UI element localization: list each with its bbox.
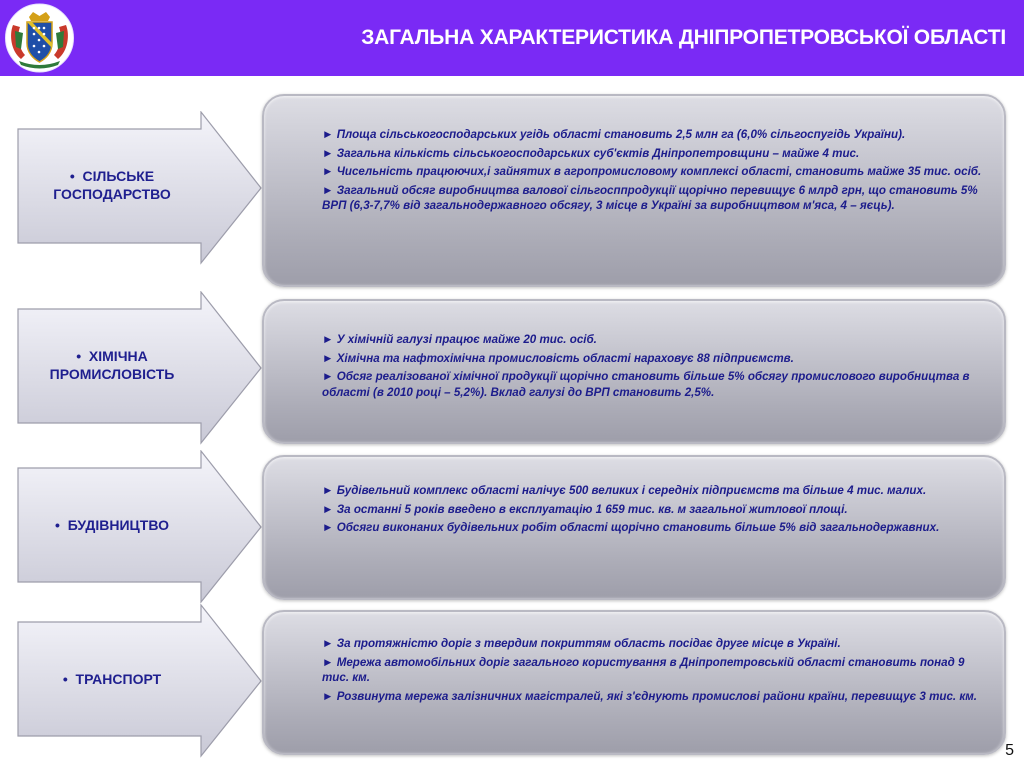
bullet-item: ► Розвинута мережа залізничних магістралей, які з'єднують промислові райони країни, перевищує 3 тис. км. bbox=[322, 689, 978, 703]
bullet-item: ► Будівельний комплекс області налічує 500 великих і середніх підприємств та більше 4 тис. малих. bbox=[322, 484, 927, 497]
section-label: • БУДІВНИЦТВО bbox=[55, 517, 169, 533]
bullet-item: ► Чисельність працюючих,і зайнятих в агропромисловому комплексі області, становить майже 35 тис. осіб. bbox=[322, 165, 982, 178]
section-arrow-transport bbox=[16, 604, 264, 759]
bullet-item: ► Хімічна та нафтохімічна промисловість області нараховує 88 підприємств. bbox=[322, 351, 794, 365]
section-label: • СІЛЬСЬКЕ ГОСПОДАРСТВО bbox=[53, 168, 171, 202]
section-panel-transport bbox=[262, 610, 1006, 755]
section-label: • ХІМІЧНА ПРОМИСЛОВІСТЬ bbox=[49, 348, 175, 382]
bullet-item: ► Обсяг реалізованої хімічної продукції щорічно становить більше 5% обсягу промислового виробництва в області (в 2010 році – 5,2%). Вклад галузі до ВРП становить 2,5%. bbox=[322, 370, 970, 399]
section-arrow-construction bbox=[16, 450, 264, 605]
section-label: • ТРАНСПОРТ bbox=[62, 671, 162, 687]
bullet-item: ► Мережа автомобільних доріг загального користування в Дніпропетровській області становить понад 9 тис. км. bbox=[322, 655, 965, 684]
bullet-item: ► Загальний обсяг виробництва валової сільгосппродукції щорічно перевищує 6 млрд грн, що становить 5% ВРП (6,3-7,7% від загальнодержавного обсягу, 3 місце в Україні за виробництвом м'яса, 4 – яєць). bbox=[322, 183, 978, 212]
bullet-item: ► За протяжністю доріг з твердим покриттям область посідає друге місце в Україні. bbox=[322, 637, 841, 650]
bullet-item: ► У хімічній галузі працює майже 20 тис. осіб. bbox=[322, 333, 597, 346]
section-panel-chemical bbox=[262, 299, 1006, 444]
bullet-item: ► Загальна кількість сільськогосподарських суб'єктів Дніпропетровщини – майже 4 тис. bbox=[322, 146, 860, 160]
header-bar bbox=[0, 0, 1024, 76]
section-arrow-agriculture bbox=[16, 111, 264, 266]
section-panel-construction bbox=[262, 455, 1006, 600]
bullet-item: ► Обсяги виконаних будівельних робіт області щорічно становить більше 5% від загальнодержавних. bbox=[322, 521, 940, 534]
oblast-coat-of-arms-icon bbox=[3, 3, 76, 73]
bullet-item: ► Площа сільськогосподарських угідь області становить 2,5 млн га (6,0% сільгоспугідь України). bbox=[322, 128, 906, 141]
bullet-item: ► За останні 5 років введено в експлуатацію 1 659 тис. кв. м загальної житлової площі. bbox=[322, 502, 848, 516]
page-title: ЗАГАЛЬНА ХАРАКТЕРИСТИКА ДНІПРОПЕТРОВСЬКОЇ ОБЛАСТІ bbox=[361, 26, 1006, 49]
page-number: 5 bbox=[1005, 742, 1014, 759]
section-arrow-chemical bbox=[16, 291, 264, 446]
section-panel-agriculture bbox=[262, 94, 1006, 287]
